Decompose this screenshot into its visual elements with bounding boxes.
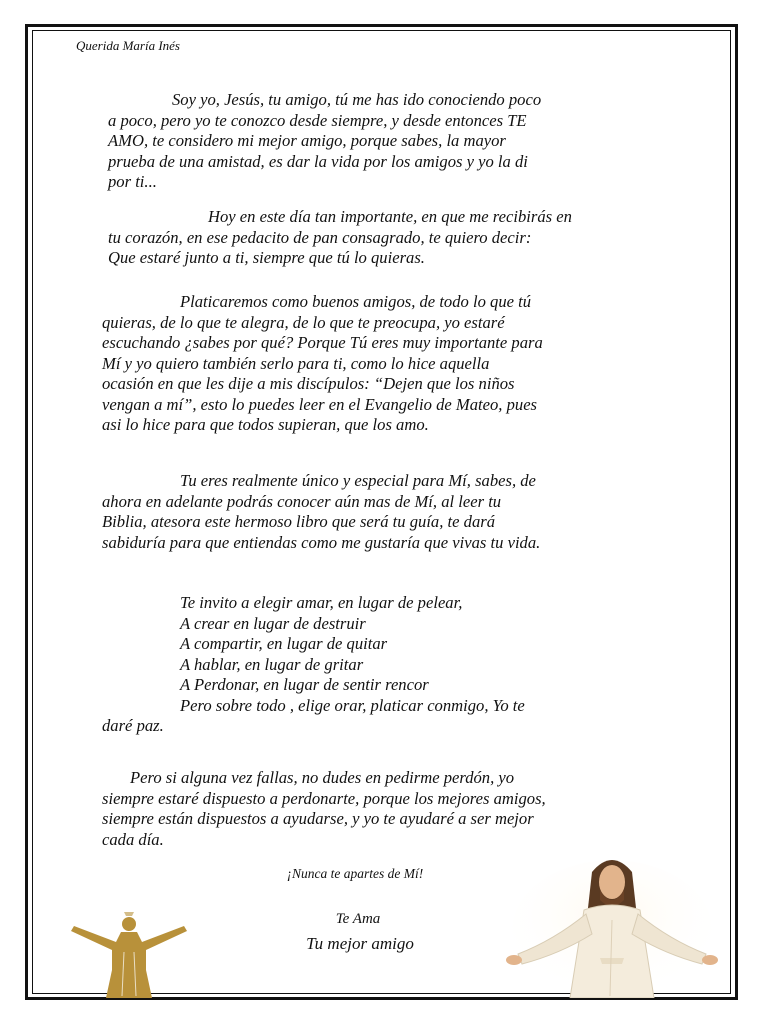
p1-line: AMO, te considero mi mejor amigo, porque sabes, la mayor (108, 131, 506, 150)
p3-line: quieras, de lo que te alegra, de lo que te preocupa, yo estaré (102, 312, 505, 332)
p4-line: Tu eres realmente único y especial para Mí, sabes, de (180, 471, 536, 490)
p3-line: ocasión en que les dije a mis discípulos: “Dejen que los niños (102, 374, 515, 393)
paragraph-1 (108, 90, 668, 193)
paragraph-4 (102, 471, 672, 553)
signoff: Te Ama (335, 911, 381, 927)
p3-line: Platicaremos como buenos amigos, de todo lo que tú (180, 292, 532, 311)
p4-line: Biblia, atesora este hermoso libro que será tu guía, te dará (102, 512, 495, 531)
closing-phrase: ¡Nunca te apartes de Mí! (286, 866, 424, 881)
p1-line: Soy yo, Jesús, tu amigo, tú me has ido conociendo poco (172, 90, 542, 109)
p3-line: asi lo hice para que todos supieran, que los amo. (102, 415, 429, 434)
p2-line: Hoy en este día tan importante, en que me recibirás en (208, 207, 572, 226)
p2-line: tu corazón, en ese pedacito de pan consagrado, te quiero decir: (108, 227, 532, 247)
signature: Tu mejor amigo (306, 934, 414, 953)
p4-line: ahora en adelante podrás conocer aún mas de Mí, al leer tu (102, 491, 502, 511)
p1-line: por ti... (108, 172, 157, 191)
p5-line: A compartir, en lugar de quitar (180, 634, 388, 653)
p5-line: A hablar, en lugar de gritar (180, 654, 364, 674)
p6-line: siempre estaré dispuesto a perdonarte, porque los mejores amigos, (102, 788, 546, 808)
p6-line: Pero si alguna vez fallas, no dudes en pedirme perdón, yo (130, 768, 515, 787)
paragraph-3 (102, 292, 672, 436)
p2-line: Que estaré junto a ti, siempre que tú lo quieras. (108, 248, 425, 267)
p1-line: prueba de una amistad, es dar la vida por los amigos y yo la di (108, 151, 528, 171)
p5-line: A crear en lugar de destruir (180, 613, 366, 633)
p3-line: vengan a mí”, esto lo puedes leer en el Evangelio de Mateo, pues (102, 394, 538, 414)
p3-line: escuchando ¿sabes por qué? Porque Tú eres muy importante para (102, 333, 543, 352)
paragraph-2 (108, 207, 688, 269)
p5-line: Pero sobre todo , elige orar, platicar conmigo, Yo te (180, 695, 525, 715)
jesus-open-arms-image (504, 850, 720, 998)
p5-line: Te invito a elegir amar, en lugar de pelear, (180, 593, 463, 612)
p4-line: sabiduría para que entiendas como me gustaría que vivas tu vida. (102, 532, 541, 552)
greeting: Querida María Inés (76, 38, 180, 53)
paragraph-6 (102, 768, 686, 850)
p5-line: A Perdonar, en lugar de sentir rencor (180, 675, 429, 694)
p6-line: cada día. (102, 829, 164, 849)
p6-line: siempre están dispuestos a ayudarse, y yo te ayudaré a ser mejor (102, 809, 534, 828)
paragraph-5 (102, 593, 672, 737)
gold-jesus-figure-icon (66, 912, 192, 998)
p3-line: Mí y yo quiero también serlo para ti, como lo hice aquella (102, 353, 490, 373)
p5-line: daré paz. (102, 716, 164, 735)
p1-line: a poco, pero yo te conozco desde siempre, y desde entonces TE (108, 110, 527, 130)
